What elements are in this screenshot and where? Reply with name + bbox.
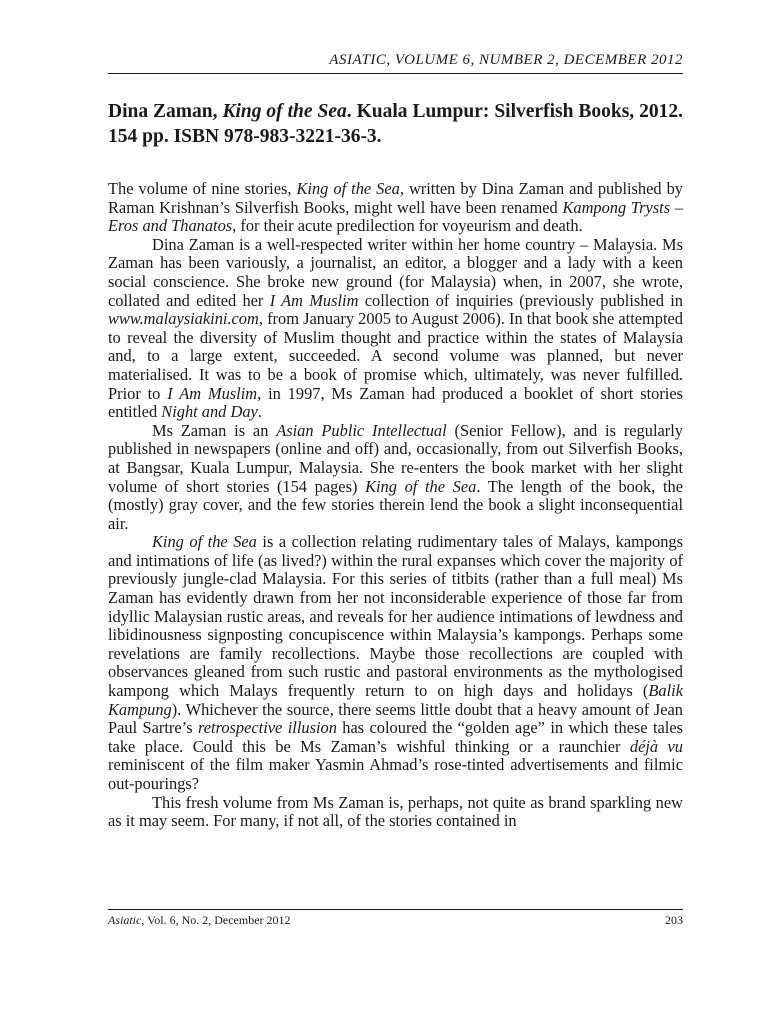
italic-text: King of the Sea (296, 179, 400, 198)
text-run: collection of inquiries (previously published in (358, 290, 683, 310)
running-head: ASIATIC, VOLUME 6, NUMBER 2, DECEMBER 2012 (108, 52, 683, 74)
text-run: Ms Zaman is an (152, 420, 277, 440)
review-body (108, 180, 683, 831)
paragraph (108, 794, 683, 831)
italic-text: retrospective illusion (197, 718, 337, 738)
paragraph (108, 533, 683, 793)
text-run: reminiscent of the film maker Yasmin Ahmad’s rose-tinted advertisements and filmic out-pourings? (108, 755, 683, 793)
italic-text: King of the Sea (152, 532, 257, 552)
paragraph (108, 180, 683, 236)
italic-text: Asian Public Intellectual (276, 420, 447, 440)
paragraph (108, 422, 683, 534)
page-footer (108, 909, 683, 928)
italic-text: I Am Muslim (167, 383, 258, 403)
text-run: . The length of the book, the (mostly) gray cover, and the few stories therein lend the book a slight inconsequential air. (108, 476, 683, 533)
italic-text: Balik Kampung (108, 681, 683, 719)
footer-citation (108, 913, 291, 928)
italic-text: déjà vu (629, 736, 683, 756)
text-run: , for their acute predilection for voyeurism and death. (232, 216, 583, 236)
text-run: ). Whichever the source, there seems little doubt that a heavy amount of Jean Paul Sartre’s (108, 699, 683, 738)
italic-text: I Am Muslim (269, 290, 359, 310)
text-run: , written by Dina Zaman and published by Raman Krishnan’s Silverfish Books, might well have been renamed (108, 179, 684, 217)
italic-text: www.malaysiakini.com (108, 309, 259, 329)
text-run: is a collection relating rudimentary tales of Malays, kampongs and intimations of life (as lived?) within the rural expanses which cover the majority of previously jungle-clad Malaysia. For this series of titbits (rather than a full meal) Ms Zaman has evidently drawn from her not inconsiderable experience of those far from idyllic Malaysian rustic areas, and reveals for her audience intimations of lewdness and libidinousness signposting concupiscence within Malaysia’s kampongs. Perhaps some revelations are family recollections. Maybe those recollections are coupled with observances gleaned from such rustic and pastoral environments as the mythologised kampong which Malays frequently return to on high days and holidays ( (108, 532, 684, 701)
footer-journal: Asiatic (108, 913, 142, 927)
text-run: , from January 2005 to August 2006). In that book she attempted to reveal the diversity of Muslim thought and practice within the states of Malaysia and, to a large extent, succeeded. A second volume was planned, but never materialised. It was to be a book of promise which, ultimately, was never fulfilled. Prior to (108, 309, 683, 403)
text-run: has coloured the “golden age” in which these tales take place. Could this be Ms Zaman’s wishful thinking or a raunchier (108, 718, 684, 756)
italic-text: Night and Day (161, 402, 258, 422)
page-number: 203 (665, 913, 683, 927)
italic-text: King of the Sea (365, 476, 477, 496)
text-run: (Senior Fellow), and is regularly published in newspapers (online and off) and, occasionally, from out Silverfish Books, at Bangsar, Kuala Lumpur, Malaysia. She re-enters the book market with her slight volume of short stories (154 pages) (108, 420, 683, 496)
paragraph (108, 236, 683, 422)
italic-text: Kampong Trysts – Eros and Thanatos (108, 197, 683, 236)
text-run: Dina Zaman is a well-respected writer within her home country – Malaysia. Ms Zaman has been variously, a journalist, an editor, a blogger and a lady with a keen social conscience. She broke new ground (for Malaysia) when, in 2007, she wrote, collated and edited her (108, 234, 683, 310)
text-run: This fresh volume from Ms Zaman is, perhaps, not quite as brand sparkling new as it may seem. For many, if not all, of the stories contained in (108, 792, 683, 831)
footer-issue: , Vol. 6, No. 2, December 2012 (141, 913, 291, 927)
citation-author: Dina Zaman, (108, 101, 223, 122)
text-run: The volume of nine stories, (108, 179, 297, 198)
citation-details: . Kuala Lumpur: Silverfish Books, 2012. 154 pp. ISBN 978-983-3221-36-3. (108, 101, 683, 147)
text-run: , in 1997, Ms Zaman had produced a booklet of short stories entitled (108, 383, 683, 422)
book-citation (108, 99, 683, 149)
text-run: . (257, 402, 262, 422)
citation-title: King of the Sea (222, 101, 347, 122)
